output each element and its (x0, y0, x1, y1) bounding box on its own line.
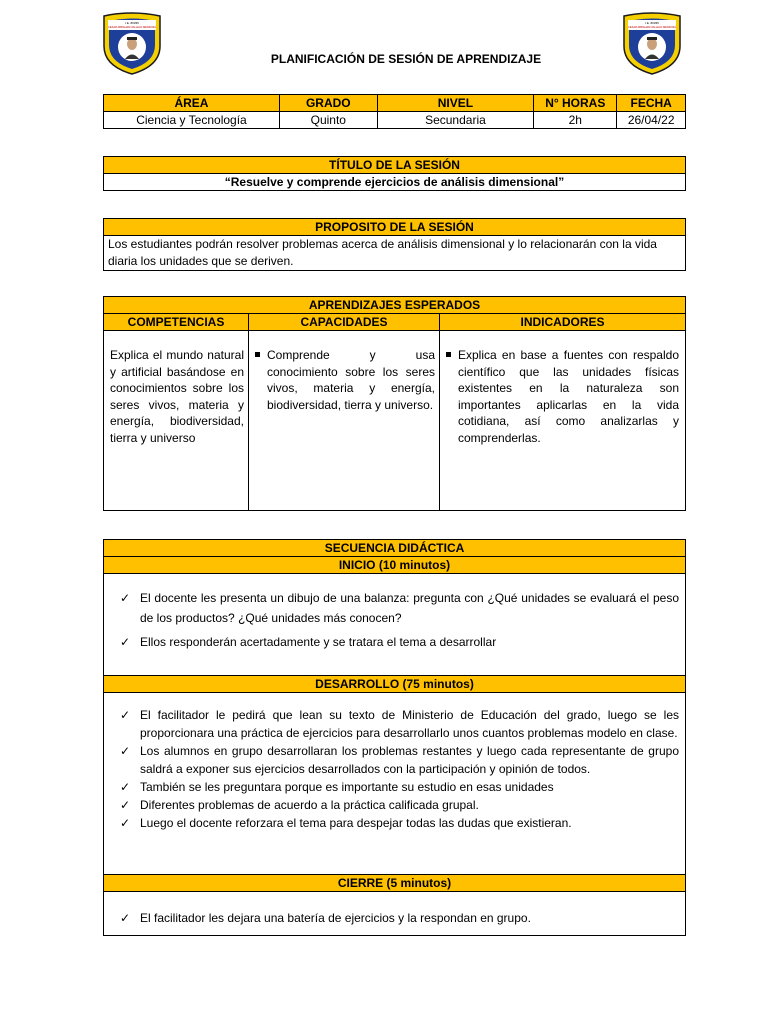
value-nivel: Secundaria (377, 112, 534, 129)
page-title: PLANIFICACIÓN DE SESIÓN DE APRENDIZAJE (270, 52, 542, 66)
desarrollo-item-3: ✓ También se les preguntara porque es importante su estudio en esas unidades (120, 780, 554, 794)
competencia-text: Explica el mundo natural y artificial basándose en conocimientos sobre los seres vivos, materia y energía, biodiversidad, tierra y universo (110, 348, 244, 445)
cierre-header: CIERRE (5 minutos) (104, 875, 686, 892)
desarrollo-item-1: ✓ El facilitador le pedirá que lean su texto de Ministerio de Educación del grado, luego se les proporcionara una práctica de ejercicios para desarrollarlo unos cuantos problemas modelo en clase. (120, 708, 679, 740)
cierre-item-1: ✓ El facilitador les dejara una batería de ejercicios y la respondan en grupo. (120, 911, 531, 925)
checkmark-icon: ✓ (120, 798, 131, 812)
value-area: Ciencia y Tecnología (104, 112, 280, 129)
checkmark-icon: ✓ (120, 591, 131, 605)
bullet-square-icon (255, 352, 260, 357)
cierre-cell (104, 892, 686, 936)
capacidad-item (253, 347, 435, 413)
titulo-table (103, 156, 686, 191)
logo-top-text: I.E. 80035 (645, 21, 659, 25)
competencia-cell (104, 331, 249, 511)
capacidad-text: Comprende y usa conocimiento sobre los seres vivos, materia y energía, biodiversidad, tierra y universo. (267, 348, 435, 412)
checkmark-icon: ✓ (120, 816, 131, 830)
checkmark-icon: ✓ (120, 911, 131, 925)
capacidad-cell (249, 331, 440, 511)
proposito-header: PROPOSITO DE LA SESIÓN (104, 219, 686, 236)
desarrollo-item-5: ✓ Luego el docente reforzara el tema para despejar todas las dudas que existieran. (120, 816, 572, 830)
logo-ribbon-text: CESAR ABRAHAM VALLEJO MENDOZA (628, 26, 676, 29)
desarrollo-cell (104, 693, 686, 875)
header-horas: N° HORAS (534, 95, 617, 112)
proposito-value: Los estudiantes podrán resolver problemas acerca de análisis dimensional y lo relacionarán con la vida diaria los unidades que se deriven. (104, 236, 686, 271)
inicio-item-2: ✓ Ellos responderán acertadamente y se tratara el tema a desarrollar (104, 632, 679, 652)
logo-ribbon-text: CESAR ABRAHAM VALLEJO MENDOZA (108, 26, 156, 29)
desarrollo-item-4: ✓ Diferentes problemas de acuerdo a la práctica calificada grupal. (120, 798, 479, 812)
aprendizajes-table (103, 296, 686, 511)
desarrollo-item-2: ✓ Los alumnos en grupo desarrollaran los problemas restantes y luego cada representante de grupo saldrá a exponer sus ejercicios desarrollados con la participación y opinión de todos. (120, 744, 679, 776)
indicador-text: Explica en base a fuentes con respaldo científico que las unidades físicas existentes en la naturaleza son importantes aplicarlas en la vida cotidiana, así como analizarlas y comprenderlas. (458, 348, 679, 445)
titulo-value: “Resuelve y comprende ejercicios de análisis dimensional” (104, 174, 686, 191)
checkmark-icon: ✓ (120, 780, 131, 794)
header-fecha: FECHA (617, 95, 686, 112)
logo-top-text: I.E. 80035 (125, 21, 139, 25)
header-indicadores: INDICADORES (440, 314, 686, 331)
desarrollo-header: DESARROLLO (75 minutos) (104, 676, 686, 693)
aprendizajes-header: APRENDIZAJES ESPERADOS (104, 297, 686, 314)
header-competencias: COMPETENCIAS (104, 314, 249, 331)
value-fecha: 26/04/22 (617, 112, 686, 129)
header-grado: GRADO (279, 95, 377, 112)
header-capacidades: CAPACIDADES (249, 314, 440, 331)
info-table (103, 94, 686, 129)
value-horas: 2h (534, 112, 617, 129)
inicio-cell (104, 574, 686, 676)
school-logo-left (100, 12, 164, 76)
bullet-square-icon (446, 352, 451, 357)
checkmark-icon: ✓ (120, 635, 131, 649)
school-logo-right (620, 12, 684, 76)
indicador-item (444, 347, 679, 446)
inicio-item-1: ✓ El docente les presenta un dibujo de una balanza: pregunta con ¿Qué unidades se evaluará el peso de los productos? ¿Qué unidades más conocen? (104, 588, 679, 628)
inicio-header: INICIO (10 minutos) (104, 557, 686, 574)
indicador-cell (440, 331, 686, 511)
header-nivel: NIVEL (377, 95, 534, 112)
proposito-table (103, 218, 686, 271)
value-grado: Quinto (279, 112, 377, 129)
titulo-header: TÍTULO DE LA SESIÓN (104, 157, 686, 174)
header-area: ÁREA (104, 95, 280, 112)
secuencia-table (103, 539, 686, 936)
secuencia-header: SECUENCIA DIDÁCTICA (104, 540, 686, 557)
checkmark-icon: ✓ (120, 744, 131, 758)
checkmark-icon: ✓ (120, 708, 131, 722)
